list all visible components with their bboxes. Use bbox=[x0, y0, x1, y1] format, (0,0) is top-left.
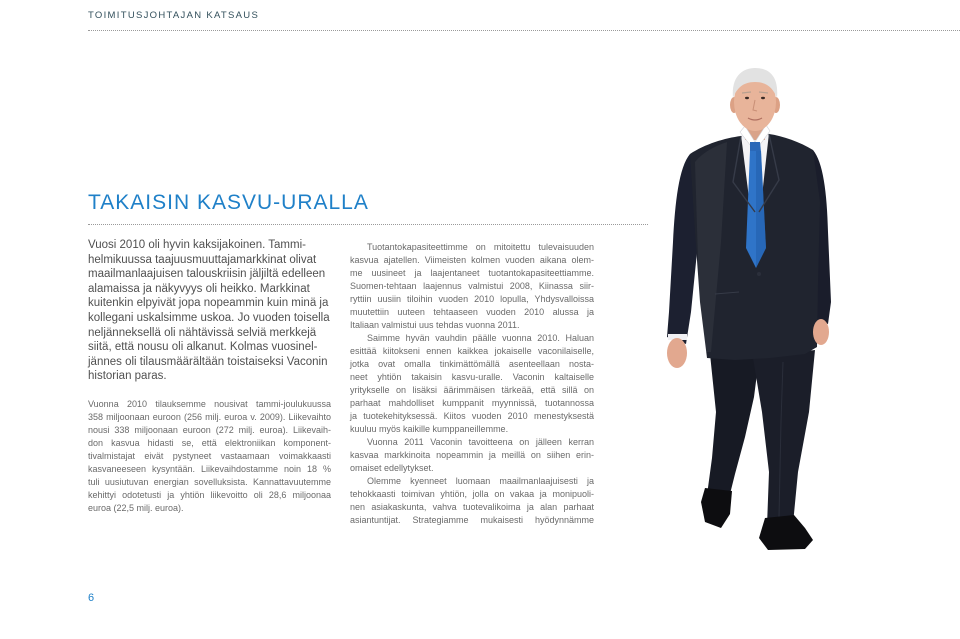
text-line: maailmanlaajuisen talouskriisin jäljiltä edelleen bbox=[88, 268, 326, 281]
text-line: siitä, että nousu oli alkanut. Kolmas vuosinel- bbox=[88, 341, 318, 354]
title-dotted-rule bbox=[88, 224, 648, 225]
paragraph bbox=[350, 475, 594, 527]
paragraph bbox=[350, 241, 594, 332]
text-line: neet yhtiön takaisin kasvu-uralle. Vaconin kaltaiselle bbox=[350, 372, 594, 382]
text-line: Vuonna 2011 Vaconin tavoitteena on jälleen kerran bbox=[367, 437, 594, 447]
text-line: me uusineet ja laajentaneet tuotantokapasiteettiamme. bbox=[350, 268, 594, 278]
shoes bbox=[701, 488, 813, 550]
article-title: TAKAISIN KASVU-URALLA bbox=[88, 191, 369, 214]
column-2-body bbox=[350, 241, 594, 527]
column-1-body bbox=[88, 398, 331, 515]
paragraph bbox=[350, 332, 594, 436]
head bbox=[730, 68, 780, 131]
text-line: Olemme kyenneet luomaan maailmanlaajuisesti ja bbox=[367, 476, 594, 486]
text-line: kasvaa markkinoita nopeammin ja meillä on siihen erin- bbox=[350, 450, 594, 460]
lead-paragraph bbox=[88, 238, 331, 384]
text-line: alamaissa ja näkyvyys oli heikko. Markkinat bbox=[88, 282, 310, 295]
text-line: 358 miljoonaan euroon (256 milj. euroa v. 2009). Liikevaihto bbox=[88, 412, 331, 422]
text-line: Saimme hyvän vauhdin päälle vuonna 2010. Haluan bbox=[367, 333, 594, 343]
text-line: ryttiin uusiin tiloihin vuoden 2010 lopulla, Yhdysvalloissa bbox=[350, 294, 594, 304]
section-header: TOIMITUSJOHTAJAN KATSAUS bbox=[88, 10, 260, 21]
text-line: kollegani uskalsimme uskoa. Jo vuoden toisella bbox=[88, 311, 330, 324]
text-line: Tuotantokapasiteettimme on mitoitettu tulevaisuuden bbox=[367, 242, 594, 252]
text-line: tehokkaasti toimivan yhtiön, jolla on vakaa ja monipuoli- bbox=[350, 489, 594, 499]
text-line: ja tuotekehityksessä. Kiitos vuoden 2010 menestyksestä bbox=[350, 411, 594, 421]
right-hand bbox=[813, 319, 829, 345]
text-line: kasvua ajatellen. Viimeisten kolmen vuoden aikana olem- bbox=[350, 255, 594, 265]
text-line: kasvaneeseen kysyntään. Liikevaihdostamme noin 18 % bbox=[88, 464, 331, 474]
text-line: nen asiakaskunta, vahva tuotevalikoima ja alan parhaat bbox=[350, 502, 594, 512]
paragraph bbox=[350, 436, 594, 475]
right-eye bbox=[761, 97, 765, 99]
left-eye bbox=[745, 97, 749, 99]
header-dotted-rule bbox=[88, 30, 960, 31]
right-trouser-leg bbox=[753, 350, 815, 526]
text-line: kuuluu myös kaikille kumppaneillemme. bbox=[350, 424, 509, 434]
text-line: muutettiin uuteen tehtaaseen vuoden 2010 alussa ja bbox=[350, 307, 594, 317]
paragraph bbox=[88, 398, 331, 515]
ceo-portrait-photo bbox=[655, 62, 835, 567]
text-line: jotka ovat omalla tinkimättömällä asenteellaan nosta- bbox=[350, 359, 594, 369]
text-line: Italiaan valmistui uus tehdas vuonna 2011. bbox=[350, 320, 520, 330]
text-line: jännes oli tilausmäärältään toistaiseksi Vaconin bbox=[88, 355, 328, 368]
text-line: nousi 338 miljoonaan euroon (272 milj. euroa). Liikevaih- bbox=[88, 425, 331, 435]
text-line: yritykselle on lisäksi äärimmäisen tärkeää, että sillä on bbox=[350, 385, 594, 395]
text-line: parhaat mahdolliset kumppanit myynnissä, tuotannossa bbox=[350, 398, 594, 408]
text-line: Vuosi 2010 oli hyvin kaksijakoinen. Tammi- bbox=[88, 239, 306, 251]
paragraph bbox=[88, 238, 331, 384]
text-line: Vuonna 2010 tilauksemme nousivat tammi-joulukuussa bbox=[88, 399, 331, 409]
text-line: esittää kiitokseni ennen kaikkea jokaiselle vaconilaiselle, bbox=[350, 346, 594, 356]
text-line: don kasvua hidasti se, että elektroniikan komponent- bbox=[88, 438, 331, 448]
text-line: kuitenkin elpyivät jopa nopeammin kuin minä ja bbox=[88, 297, 329, 310]
left-hand bbox=[667, 338, 687, 368]
text-line: historian paras. bbox=[88, 370, 167, 383]
text-line: kehittyi odotetusti ja yhtiön liikevoitto oli 28,6 miljoonaa bbox=[88, 490, 331, 500]
page-number: 6 bbox=[88, 592, 95, 604]
text-line: asiantuntijat. Strategiamme mukaisesti hyödynnämme bbox=[350, 515, 594, 525]
left-shoe bbox=[701, 488, 732, 528]
text-line: omaiset edellytykset. bbox=[350, 463, 434, 473]
jacket-button bbox=[757, 272, 761, 276]
left-trouser-leg bbox=[707, 354, 759, 498]
tie-knot bbox=[750, 142, 761, 152]
text-line: tuli uusiutuvan energian sovelluksista. Kannattavuutemme bbox=[88, 477, 331, 487]
text-line: neljänneksellä oli nähtävissä selviä merkkejä bbox=[88, 326, 317, 339]
right-shoe bbox=[759, 515, 813, 550]
text-line: euroa (22,5 milj. euroa). bbox=[88, 503, 184, 513]
text-line: Suomen-tehtaan laajennus valmistui 2008, Kiinassa siir- bbox=[350, 281, 594, 291]
text-line: helmikuussa taajuusmuuttajamarkkinat olivat bbox=[88, 253, 317, 266]
text-line: tivalmistajat eivät pystyneet vastaamaan voimakkaasti bbox=[88, 451, 331, 461]
